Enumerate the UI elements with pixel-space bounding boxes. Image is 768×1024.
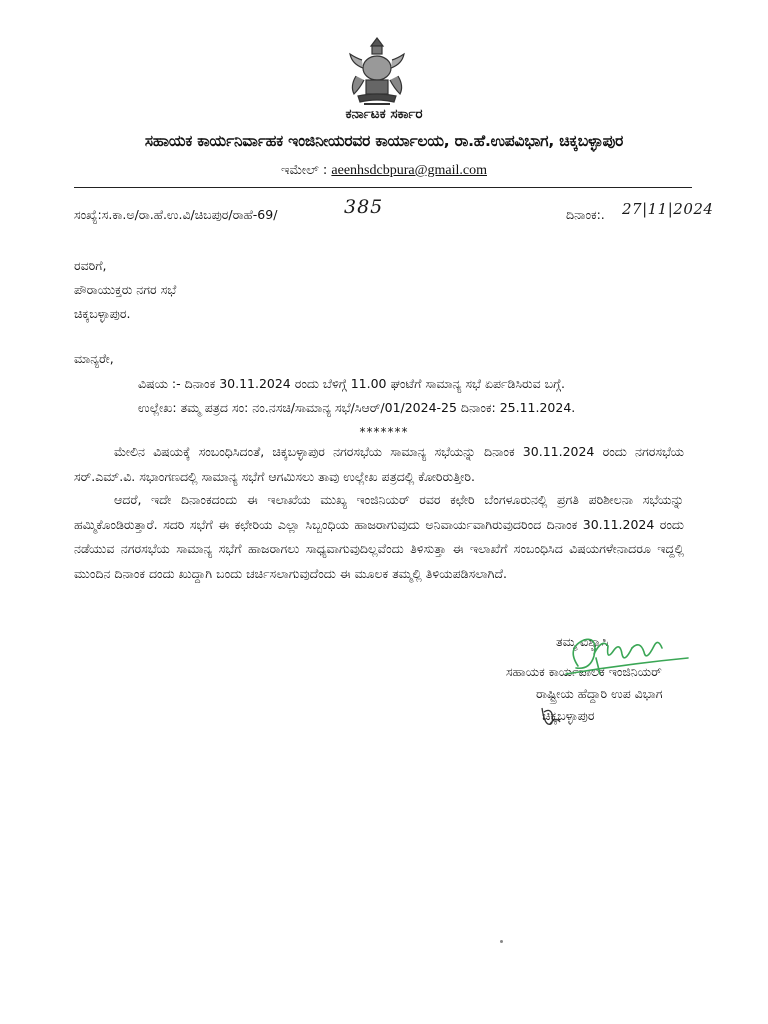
separator: ******* [359,425,409,439]
designation: ಸಹಾಯಕ ಕಾರ್ಯಪಾಲಕ ಇಂಜಿನಿಯರ್ [506,664,662,679]
karnataka-state-emblem-icon [344,36,410,108]
addressee-line: ಚಿಕ್ಕಬಳ್ಳಾಪುರ. [74,306,131,321]
date-label: ದಿನಾಂಕ:. [566,207,605,222]
body-paragraph: ಆದರೆ, ಇದೇ ದಿನಾಂಕದಂದು ಈ ಇಲಾಖೆಯ ಮುಖ್ಯ ಇಂಜಿನಿಯರ್ ರವರ ಕಛೇರಿ ಬೆಂಗಳೂರುನಲ್ಲಿ ಪ್ರಗತಿ ಪರಿಶೀಲನಾ ಸಭೆಯನ್ನು ಹಮ್ಮಿಕೊಂಡಿರುತ್ತಾರೆ. ಸದರಿ ಸಭೆಗೆ ಈ ಕಛೇರಿಯ ಎಲ್ಲಾ ಸಿಬ್ಬಂಧಿಯ ಹಾಜರಾಗುವುದು ಅನಿವಾರ್ಯವಾಗಿರುವುದರಿಂದ ದಿನಾಂಕ 30.11.2024 ರಂದು ನಡೆಯುವ ನಗರಸಭೆಯ ಸಾಮಾನ್ಯ ಸಭೆಗೆ ಹಾಜರಾಗಲು ಸಾಧ್ಯವಾಗುವುದಿಲ್ಲವೆಂದು ತಿಳಿಸುತ್ತಾ ಈ ಇಲಾಖೆಗೆ ಸಂಬಂಧಿಸಿದ ವಿಷಯಗಳೇನಾದರೂ ಇದ್ದಲ್ಲಿ ಮುಂದಿನ ದಿನಾಂಕ ದಂದು ಖುದ್ದಾಗಿ ಬಂದು ಚರ್ಚಿಸಲಾಗುವುದೆಂದು ಈ ಮೂಲಕ ತಮ್ಮಲ್ಲಿ ತಿಳಿಯಪಡಿಸಲಾಗಿದೆ. [74,492,684,581]
reference-line: ಉಲ್ಲೇಖ: ತಮ್ಮ ಪತ್ರದ ಸಂ: ನಂ.ನಸಚಿ/ಸಾಮಾನ್ಯ ಸಭೆ/ಸಿಆರ್/01/2024-25 ದಿನಾಂಕ: 25.11.2024. [138,400,576,415]
header-divider [74,187,692,188]
addressee-line: ಪೌರಾಯುಕ್ತರು ನಗರ ಸಭೆ [74,282,177,297]
reference-number: ಸಂಖ್ಯೆ:ಸ.ಕಾ.ಅ/ರಾ.ಹೆ.ಉ.ವಿ/ಚಿಬಪುರ/ರಾಹೆ-69/ [74,207,278,222]
scan-speck [500,940,503,943]
handwritten-reference-number: 385 [344,196,384,218]
closing: ತಮ್ಮ ವಿಶ್ವಾಸಿ [556,634,609,649]
handwritten-signature-icon [536,628,696,688]
initials-icon [538,704,562,728]
subject-line: ವಿಷಯ :- ದಿನಾಂಕ 30.11.2024 ರಂದು ಬೆಳಿಗ್ಗೆ 11.00 ಘಂಟೆಗೆ ಸಾಮಾನ್ಯ ಸಭೆ ಏರ್ಪಡಿಸಿರುವ ಬಗ್ಗೆ. [138,376,566,391]
place: ಚಿಕ್ಕಬಳ್ಳಾಪುರ [542,708,595,723]
body-paragraph: ಮೇಲಿನ ವಿಷಯಕ್ಕೆ ಸಂಬಂಧಿಸಿದಂತೆ, ಚಿಕ್ಕಬಳ್ಳಾಪುರ ನಗರಸಭೆಯ ಸಾಮಾನ್ಯ ಸಭೆಯನ್ನು ದಿನಾಂಕ 30.11.2024 ರಂದು ನಗರಸಭೆಯ ಸರ್.ಎಮ್.ವಿ. ಸಭಾಂಗಣದಲ್ಲಿ ಸಾಮಾನ್ಯ ಸಭೆಗೆ ಆಗಮಿಸಲು ತಾವು ಉಲ್ಲೇಖ ಪತ್ರದಲ್ಲಿ ಕೋರಿರುತ್ತೀರಿ. [74,444,684,484]
email-label: ಇಮೇಲ್ : [281,163,328,178]
addressee-line: ರವರಿಗೆ, [74,258,107,273]
office-title: ಸಹಾಯಕ ಕಾರ್ಯನಿರ್ವಾಹಕ ಇಂಜಿನೀಯರವರ ಕಾರ್ಯಾಲಯ, ರಾ.ಹೆ.ಉಪವಿಭಾಗ, ಚಿಕ್ಕಬಳ್ಳಾಪುರ [144,132,624,150]
division: ರಾಷ್ಟ್ರೀಯ ಹೆದ್ದಾರಿ ಉಪ ವಿಭಾಗ [536,686,663,701]
email-line [0,163,768,179]
government-title: ಕರ್ನಾಟಕ ಸರ್ಕಾರ [345,106,423,122]
salutation: ಮಾನ್ಯರೇ, [74,351,114,366]
email-link[interactable]: aeenhsdcbpura@gmail.com [331,163,487,178]
handwritten-date: 27|11|2024 [622,200,714,218]
